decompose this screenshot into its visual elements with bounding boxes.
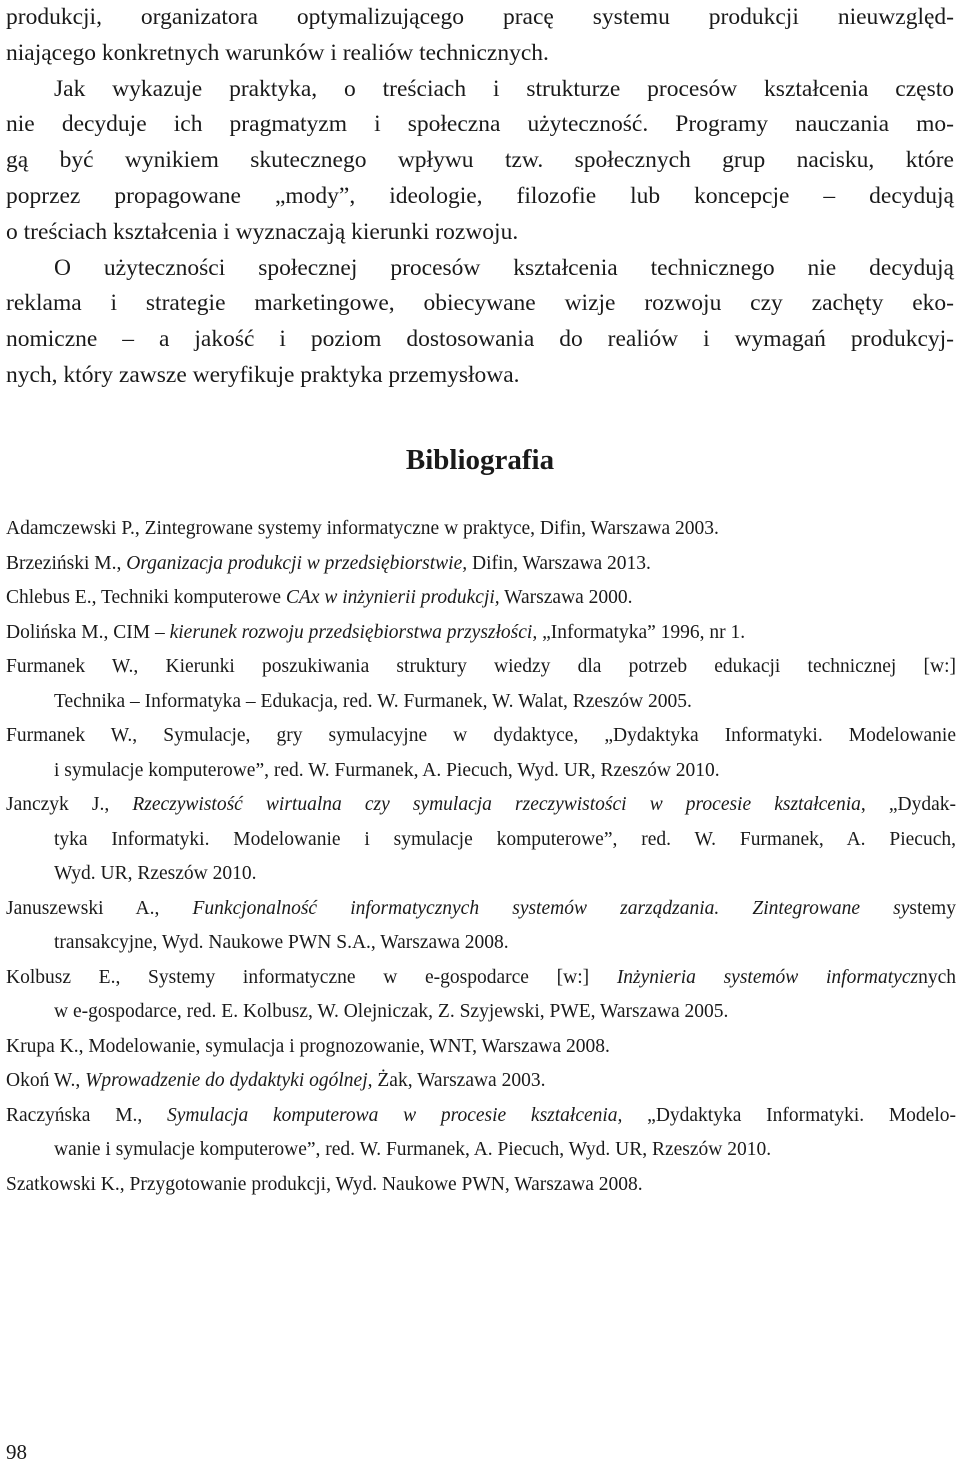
bibliography-entry bbox=[6, 512, 956, 547]
bibliography-entry bbox=[6, 1099, 956, 1168]
bibliography-entry bbox=[6, 719, 956, 788]
italic-title: Organizacja produkcji w przedsiębiorstwie, bbox=[126, 552, 468, 574]
citation-text: „Dydaktyka Informatyki. Modelo- bbox=[622, 1104, 956, 1126]
citation-text: Szatkowski K., Przygotowanie produkcji, Wyd. Naukowe PWN, Warszawa 2008. bbox=[6, 1173, 643, 1195]
italic-title: Wprowadzenie do dydaktyki ogólnej, bbox=[85, 1070, 373, 1091]
citation-text: Janczyk J., bbox=[6, 794, 133, 815]
body-line: Jak wykazuje praktyka, o treściach i strukturze procesów kształcenia często bbox=[54, 75, 954, 102]
citation-text: „Informatyka” 1996, nr 1. bbox=[537, 621, 746, 643]
bibliography-entry-line bbox=[6, 961, 956, 996]
bibliography-entry-line bbox=[6, 788, 956, 823]
section-heading: Bibliografia bbox=[405, 444, 555, 476]
bibliography-entry bbox=[6, 961, 956, 1030]
citation-text: i symulacje komputerowe”, red. W. Furmanek, A. Piecuch, Wyd. UR, Rzeszów 2010. bbox=[54, 759, 720, 781]
bibliography-entry bbox=[6, 616, 956, 651]
citation-text: , „Dydak- bbox=[860, 794, 956, 815]
bibliography-entry bbox=[6, 1064, 956, 1099]
body-line: nych, który zawsze weryfikuje praktyka przemysłowa. bbox=[6, 361, 520, 388]
citation-text: Brzeziński M., bbox=[6, 552, 127, 574]
bibliography-entry bbox=[6, 650, 956, 719]
bibliography-entry-continuation bbox=[6, 926, 956, 961]
citation-text: Furmanek W., Symulacje, gry symulacyjne w dydaktyce, „Dydaktyka Informatyki. Modelowanie bbox=[6, 725, 956, 746]
bibliography-entry bbox=[6, 547, 956, 582]
citation-text: w e-gospodarce, red. E. Kolbusz, W. Olejniczak, Z. Szyjewski, PWE, Warszawa 2005. bbox=[54, 1001, 729, 1022]
body-line: O użyteczności społecznej procesów kształcenia technicznego nie decydują bbox=[54, 254, 954, 281]
bibliography-entry-continuation bbox=[6, 754, 956, 789]
body-line: nomiczne – a jakość i poziom dostosowania do realiów i wymagań produkcyj- bbox=[6, 326, 954, 353]
citation-text: transakcyjne, Wyd. Naukowe PWN S.A., Warszawa 2008. bbox=[54, 932, 509, 953]
citation-text: Technika – Informatyka – Edukacja, red. W. Furmanek, W. Walat, Rzeszów 2005. bbox=[54, 690, 692, 712]
italic-title: kierunek rozwoju przedsiębiorstwa przyszłości, bbox=[169, 621, 538, 643]
citation-text: Okoń W., bbox=[6, 1070, 86, 1091]
bibliography-entry bbox=[6, 581, 956, 616]
bibliography-entry-continuation bbox=[6, 1133, 956, 1168]
body-line: reklama i strategie marketingowe, obiecywane wizje rozwoju czy zachęty eko- bbox=[6, 290, 954, 317]
citation-text: Krupa K., Modelowanie, symulacja i prognozowanie, WNT, Warszawa 2008. bbox=[6, 1035, 610, 1057]
citation-text: Chlebus E., Techniki komputerowe bbox=[6, 587, 286, 608]
citation-text: Adamczewski P., Zintegrowane systemy informatyczne w praktyce, Difin, Warszawa 2003. bbox=[6, 518, 719, 539]
bibliography-entry-line bbox=[6, 512, 956, 547]
bibliography-entry-line bbox=[6, 650, 956, 685]
citation-text: Wyd. UR, Rzeszów 2010. bbox=[54, 863, 257, 884]
bibliography-entry-line bbox=[6, 1030, 956, 1065]
citation-text: nych bbox=[918, 966, 956, 988]
bibliography-entry-line bbox=[6, 547, 956, 582]
bibliography-entry-continuation bbox=[6, 823, 956, 858]
bibliography-entry-continuation bbox=[6, 995, 956, 1030]
bibliography-entry-line bbox=[6, 1064, 956, 1099]
body-text bbox=[6, 0, 954, 394]
citation-text: Warszawa 2000. bbox=[499, 587, 633, 608]
bibliography-entry-line bbox=[6, 1099, 956, 1134]
body-line: poprzez propagowane „mody”, ideologie, filozofie lub koncepcje – decydują bbox=[6, 182, 954, 209]
bibliography-entry bbox=[6, 1030, 956, 1065]
bibliography-list bbox=[6, 512, 956, 1202]
bibliography-entry bbox=[6, 788, 956, 892]
bibliography-entry bbox=[6, 892, 956, 961]
bibliography-entry-continuation bbox=[6, 857, 956, 892]
body-line: gą być wynikiem skutecznego wpływu tzw. społecznych grup nacisku, które bbox=[6, 147, 954, 174]
italic-title: CAx w inżynierii produkcji, bbox=[285, 587, 500, 608]
citation-text: Raczyńska M., bbox=[6, 1104, 168, 1126]
citation-text: tyka Informatyki. Modelowanie i symulacje komputerowe”, red. W. Furmanek, A. Piecuch, bbox=[54, 828, 956, 850]
italic-title: Inżynieria systemów informatycz bbox=[616, 966, 919, 988]
page-number: 98 bbox=[6, 1440, 27, 1464]
body-line: o treściach kształcenia i wyznaczają kierunki rozwoju. bbox=[6, 218, 519, 245]
bibliography-entry-continuation bbox=[6, 685, 956, 720]
citation-text: stemy bbox=[909, 897, 956, 919]
citation-text: Dolińska M., CIM – bbox=[6, 621, 170, 643]
bibliography-entry-line bbox=[6, 719, 956, 754]
bibliography-entry bbox=[6, 1168, 956, 1203]
citation-text: wanie i symulacje komputerowe”, red. W. Furmanek, A. Piecuch, Wyd. UR, Rzeszów 2010. bbox=[54, 1139, 772, 1160]
bibliography-entry-line bbox=[6, 581, 956, 616]
italic-title: Funkcjonalność informatycznych systemów zarządzania. Zintegrowane sy bbox=[192, 897, 910, 919]
citation-text: Januszewski A., bbox=[6, 897, 193, 919]
italic-title: Rzeczywistość wirtualna czy symulacja rzeczywistości w procesie kształcenia bbox=[132, 794, 861, 815]
body-line: nie decyduje ich pragmatyzm i społeczna użyteczność. Programy nauczania mo- bbox=[6, 111, 954, 138]
body-line: niającego konkretnych warunków i realiów technicznych. bbox=[6, 39, 549, 66]
bibliography-entry-line bbox=[6, 1168, 956, 1203]
citation-text: Żak, Warszawa 2003. bbox=[372, 1070, 546, 1091]
bibliography-entry-line bbox=[6, 616, 956, 651]
italic-title: Symulacja komputerowa w procesie kształcenia, bbox=[167, 1104, 623, 1126]
bibliography-entry-line bbox=[6, 892, 956, 927]
citation-text: Kolbusz E., Systemy informatyczne w e-gospodarce [w:] bbox=[6, 966, 617, 988]
body-line: produkcji, organizatora optymalizującego pracę systemu produkcji nieuwzględ- bbox=[6, 4, 954, 30]
citation-text: Furmanek W., Kierunki poszukiwania struktury wiedzy dla potrzeb edukacji technicznej [w:] bbox=[6, 656, 956, 677]
citation-text: Difin, Warszawa 2013. bbox=[467, 552, 651, 574]
